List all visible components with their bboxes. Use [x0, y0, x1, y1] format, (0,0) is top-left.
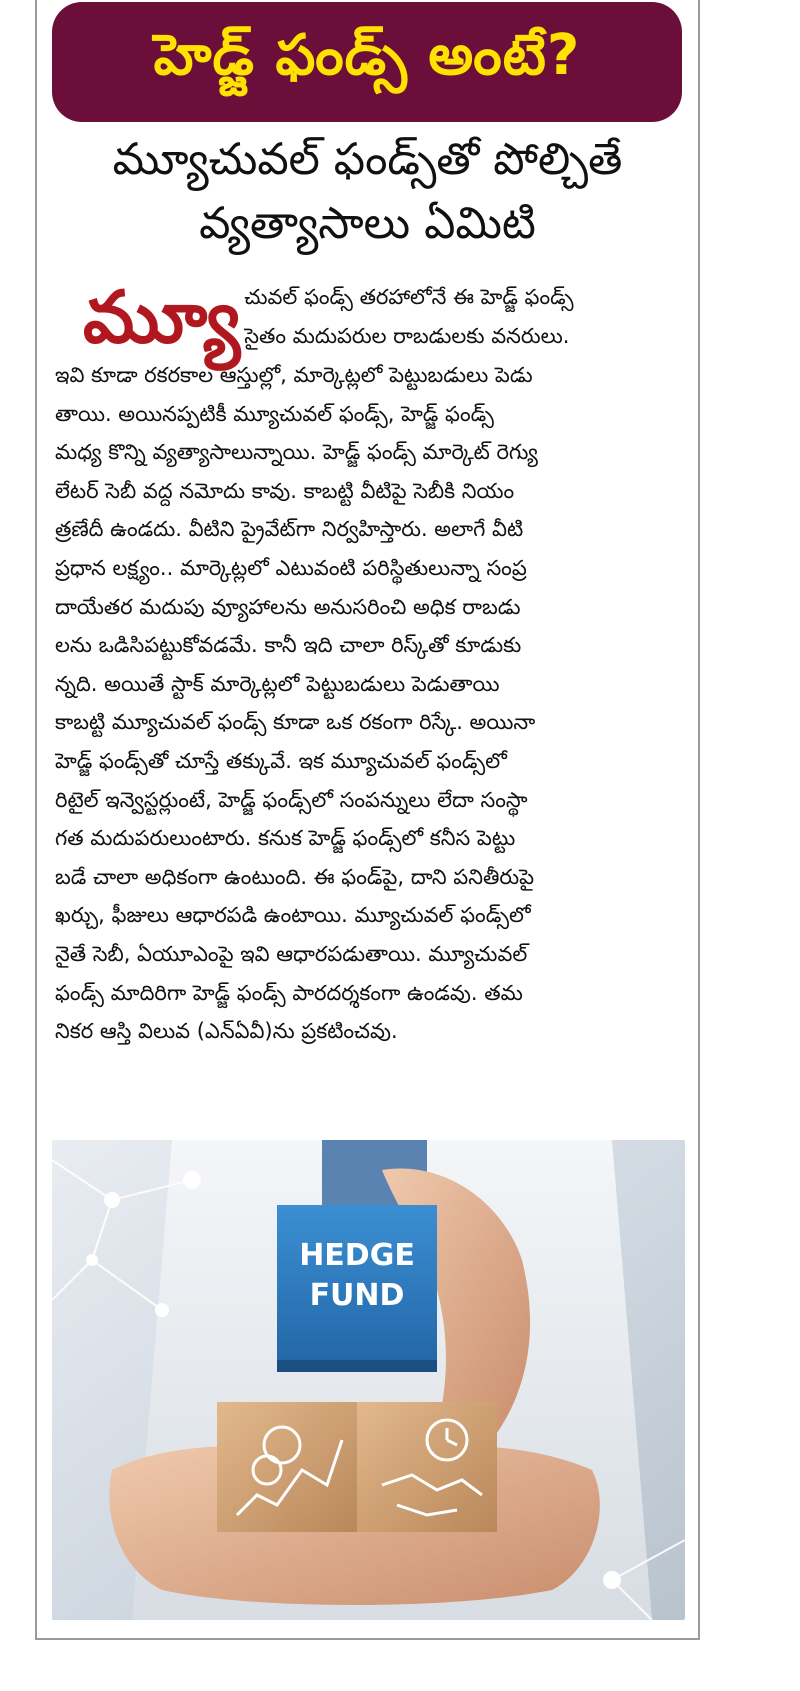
article-line: ప్రధాన లక్ష్యం.. మార్కెట్లలో ఎటువంటి పరిస్థితులున్నా సంప్ర	[55, 555, 527, 580]
article-line: గత మదుపరులుంటారు. కనుక హెడ్జ్‌ ఫండ్స్‌లో కనీస పెట్టు	[55, 826, 516, 851]
subtitle-line: మ్యూచువల్‌ ఫండ్స్‌తో పోల్చితే	[112, 134, 623, 185]
hedge-fund-photo	[52, 1140, 685, 1620]
cube-label-fund: FUND	[309, 1278, 405, 1313]
article-line: నికర ఆస్తి విలువ (ఎన్‌ఏవీ)ను ప్రకటించవు.	[55, 1019, 398, 1044]
article-line: ఫండ్స్‌ మాదిరిగా హెడ్జ్‌ ఫండ్స్‌ పారదర్శకంగా ఉండవు. తమ	[55, 980, 523, 1005]
subtitle-line: వ్యత్యాసాలు ఏమిటి	[199, 198, 536, 249]
article-line: కాబట్టి మ్యూచువల్‌ ఫండ్స్‌ కూడా ఒక రకంగా రిస్కే. అయినా	[55, 710, 536, 735]
subtitle	[37, 128, 698, 256]
cube-label-hedge: HEDGE	[299, 1238, 415, 1273]
article-line: ఖర్చు, ఫీజులు ఆధారపడి ఉంటాయి. మ్యూచువల్‌ ఫండ్స్‌లో	[55, 903, 531, 928]
headline: హెడ్జ్‌ ఫండ్స్‌ అంటే?	[153, 22, 581, 88]
cube-shadow	[277, 1360, 437, 1372]
article-line: హెడ్జ్‌ ఫండ్స్‌తో చూస్తే తక్కువే. ఇక మ్యూచువల్‌ ఫండ్స్‌లో	[55, 748, 507, 773]
article-line: త్రణేదీ ఉండదు. వీటిని ప్రైవేట్‌గా నిర్వహిస్తారు. అలాగే వీటి	[55, 517, 524, 542]
article-line: బడే చాలా అధికంగా ఉంటుంది. ఈ ఫండ్‌పై, దాని పనితీరుపై	[55, 864, 535, 889]
article-body	[55, 275, 687, 1051]
drop-cap-block	[55, 275, 687, 359]
article-line: సైతం మదుపరుల రాబడులకు వనరులు.	[244, 323, 570, 348]
article-line: రిటైల్‌ ఇన్వెస్టర్లుంటే, హెడ్జ్‌ ఫండ్స్‌లో సంపన్నులు లేదా సంస్థా	[55, 787, 528, 812]
article-line: తాయి. అయినప్పటికీ మ్యూచువల్‌ ఫండ్స్‌, హెడ్జ్‌ ఫండ్స్‌	[55, 401, 494, 426]
photo-illustration	[52, 1140, 685, 1620]
drop-cap: మ్యూ	[83, 275, 241, 359]
article-line: లను ఒడిసిపట్టుకోవడమే. కానీ ఇది చాలా రిస్క్‌తో కూడుకు	[55, 633, 522, 658]
article-line: లేటర్‌ సెబీ వద్ద నమోదు కావు. కాబట్టి వీటిపై సెబీకి నియం	[55, 478, 515, 503]
article-line: ఇవి కూడా రకరకాల ఆస్తుల్లో, మార్కెట్లలో పెట్టుబడులు పెడు	[55, 363, 533, 387]
article-line: న్నది. అయితే స్టాక్‌ మార్కెట్లలో పెట్టుబడులు పెడుతాయి	[55, 671, 500, 696]
headline-banner	[52, 2, 682, 122]
article-line: దాయేతర మదుపు వ్యూహాలను అనుసరించి అధిక రాబడు	[55, 594, 521, 619]
news-clipping	[35, 0, 700, 1640]
article-line: మధ్య కొన్ని వ్యత్యాసాలున్నాయి. హెడ్జ్‌ ఫండ్స్‌ మార్కెట్‌ రెగ్యు	[55, 440, 538, 465]
article-line: చువల్‌ ఫండ్స్‌ తరహాలోనే ఈ హెడ్జ్‌ ఫండ్స్‌	[244, 285, 574, 309]
article-line: నైతే సెబీ, ఏయూఎంపై ఇవి ఆధారపడుతాయి. మ్యూచువల్‌	[55, 941, 528, 966]
wooden-cube-deal	[357, 1402, 497, 1532]
